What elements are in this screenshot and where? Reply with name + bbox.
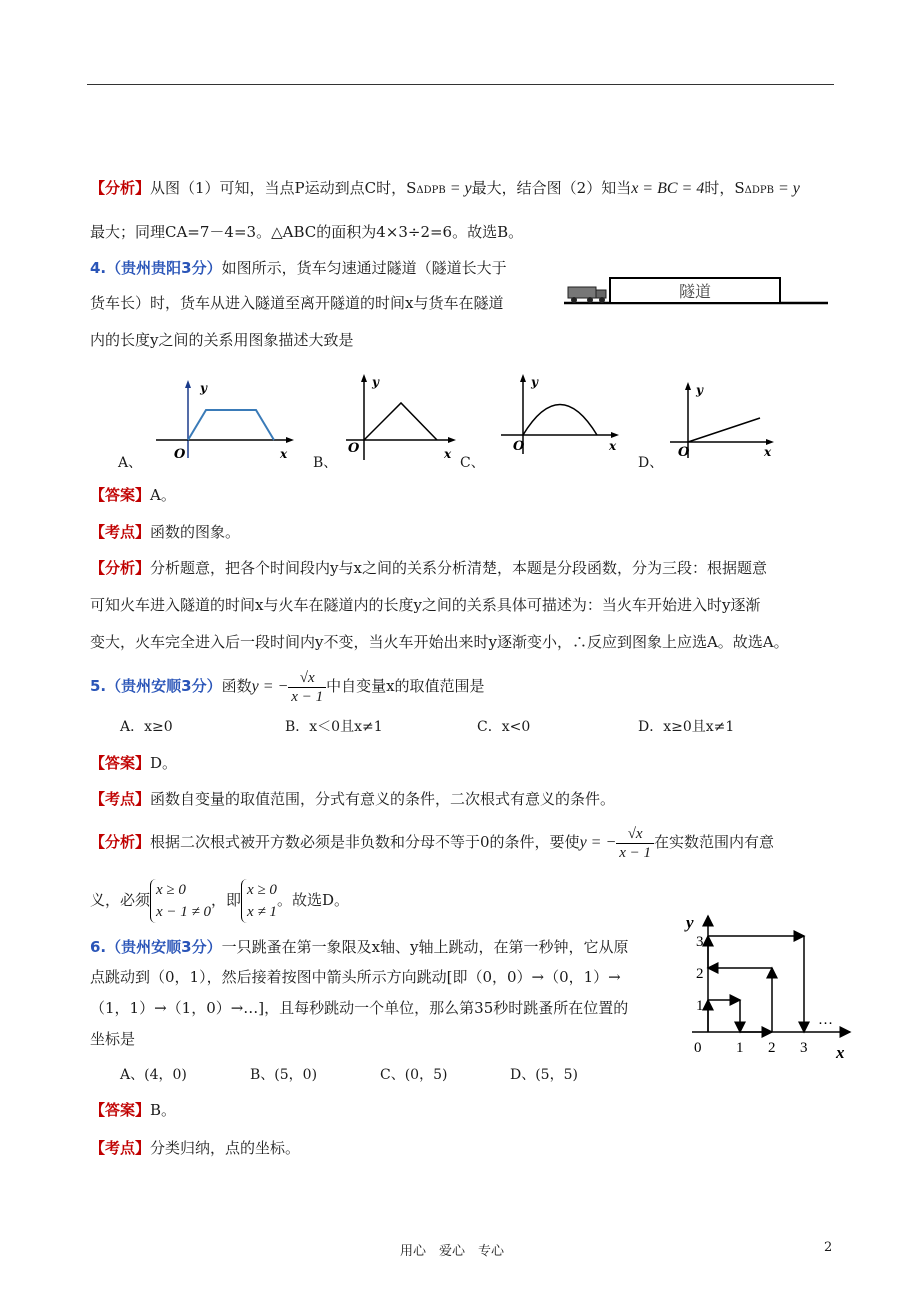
svg-text:O: O (174, 447, 186, 462)
analysis-text: 最大，结合图（2）知当 (471, 179, 632, 197)
graph-option-c (497, 372, 627, 456)
truck-icon (568, 287, 606, 303)
analysis-line: 变大，火车完全进入后一段时间内y不变，当火车开始出来时y逐渐变小，∴反应到图象上应选A。故选A。 (90, 633, 789, 651)
analysis-line: 可知火车进入隧道的时间x与火车在隧道内的长度y之间的关系具体可描述为：当火车开始进入时y逐渐 (90, 596, 761, 614)
equation-system: x ≥ 0 x − 1 ≠ 0 (150, 879, 211, 923)
svg-text:x: x (836, 1043, 845, 1062)
svg-text:3: 3 (800, 1040, 808, 1056)
s-dpb-symbol: SΔDPB = y (406, 179, 472, 197)
svg-text:y: y (531, 375, 538, 389)
option-b: B、(5，0) (250, 1067, 318, 1083)
answer-line: 【答案】A。 (90, 486, 176, 504)
analysis-line: 【分析】根据二次根式被开方数必须是非负数和分母不等于0的条件，要使y = − $\frac{√x}{x - 1}$ 在实数范围内有意 (90, 825, 775, 861)
svg-text:x: x (764, 445, 772, 459)
graph-option-d (668, 380, 780, 460)
option-a: A、(4，0) (120, 1067, 187, 1083)
option-a: A．x≥0 (120, 719, 173, 735)
footer-motto: 用心 爱心 专心 (400, 1244, 505, 1259)
option-b-label: B、 (313, 455, 338, 471)
equation-system: x ≥ 0 x ≠ 1 (241, 879, 277, 923)
analysis-line: 【分析】分析题意，把各个时间段内y与x之间的关系分析清楚，本题是分段函数，分为三段：根据题意 (90, 559, 767, 577)
svg-text:O: O (678, 445, 690, 460)
question-5-line: 5.（贵州安顺3分）函数y = − $\frac{√x}{x - 1}$ 中自变量x的取值范围是 (90, 669, 485, 705)
option-c: C、(0，5) (380, 1067, 448, 1083)
analysis-text: 从图（1）可知，当点P运动到点C时， (150, 179, 407, 197)
header-rule (87, 84, 834, 85)
question-6-line: 点跳动到（0，1），然后接着按图中箭头所示方向跳动[即（0，0）→（0，1）→ (90, 968, 621, 986)
page-number: 2 (824, 1240, 833, 1255)
question-4-line: 内的长度y之间的关系用图象描述大致是 (90, 331, 354, 349)
analysis-tag: 【分析】 (90, 179, 151, 197)
fraction: $\frac{√x}{x - 1}$ (288, 669, 326, 706)
option-c: C．x<0 (477, 719, 531, 735)
svg-text:x: x (444, 447, 452, 461)
svg-text:O: O (513, 439, 525, 454)
option-d: D、(5，5) (510, 1067, 578, 1083)
question-6-line: （1，1）→（1，0）→…]，且每秒跳动一个单位，那么第35秒时跳蚤所在位置的 (90, 999, 629, 1017)
fraction: $\frac{√x}{x - 1}$ (616, 825, 654, 862)
math-expression: x = BC = 4 (631, 180, 705, 197)
tunnel-label: 隧道 (678, 282, 712, 301)
analysis-line: 义，必须 x ≥ 0 x − 1 ≠ 0 ，即 x ≥ 0 x ≠ 1 。故选D。 (90, 876, 349, 924)
question-4-line: 货车长）时，货车从进入隧道至离开隧道的时间x与货车在隧道 (90, 294, 504, 312)
keypoint-line: 【考点】函数自变量的取值范围，分式有意义的条件，二次根式有意义的条件。 (90, 790, 616, 808)
analysis-line (90, 178, 800, 201)
svg-text:x: x (280, 447, 288, 461)
question-6-line: 6.（贵州安顺3分）一只跳蚤在第一象限及x轴、y轴上跳动，在第一秒钟，它从原 (90, 938, 629, 956)
flea-jump-graph (678, 906, 860, 1064)
option-d-label: D、 (638, 455, 664, 471)
svg-text:0: 0 (694, 1040, 702, 1056)
svg-text:1: 1 (736, 1040, 744, 1056)
analysis-text: 时， (704, 179, 735, 197)
graph-option-a (150, 378, 300, 462)
option-c-label: C、 (460, 455, 485, 471)
svg-text:x: x (609, 439, 617, 453)
graph-option-b (340, 372, 460, 462)
option-d: D．x≥0且x≠1 (638, 719, 735, 735)
svg-text:2: 2 (696, 966, 704, 982)
svg-text:1: 1 (696, 998, 704, 1014)
option-a-label: A、 (118, 455, 143, 471)
question-number: 4.（贵州贵阳3分） (90, 259, 222, 277)
svg-text:2: 2 (768, 1040, 776, 1056)
s-dpb-symbol: SΔDPB = y (734, 179, 800, 197)
question-number: 6.（贵州安顺3分） (90, 938, 222, 956)
question-6-line: 坐标是 (90, 1030, 136, 1048)
svg-text:O: O (348, 441, 360, 456)
svg-text:y: y (372, 375, 379, 389)
svg-text:…: … (818, 1012, 833, 1028)
svg-text:y: y (200, 381, 207, 395)
analysis-line: 最大；同理CA=7－4=3。△ABC的面积为4×3÷2=6。故选B。 (90, 223, 524, 241)
answer-line: 【答案】D。 (90, 754, 178, 772)
answer-line: 【答案】B。 (90, 1101, 177, 1119)
option-b: B．x＜0且x≠1 (285, 719, 383, 735)
keypoint-line: 【考点】函数的图象。 (90, 523, 241, 541)
question-number: 5.（贵州安顺3分） (90, 677, 222, 695)
keypoint-line: 【考点】分类归纳，点的坐标。 (90, 1139, 301, 1157)
svg-text:3: 3 (696, 934, 704, 950)
svg-text:y: y (696, 383, 703, 397)
question-4-line: 4.（贵州贵阳3分）如图所示，货车匀速通过隧道（隧道长大于 (90, 259, 507, 277)
svg-text:y: y (686, 913, 694, 932)
tunnel-figure (562, 272, 830, 312)
